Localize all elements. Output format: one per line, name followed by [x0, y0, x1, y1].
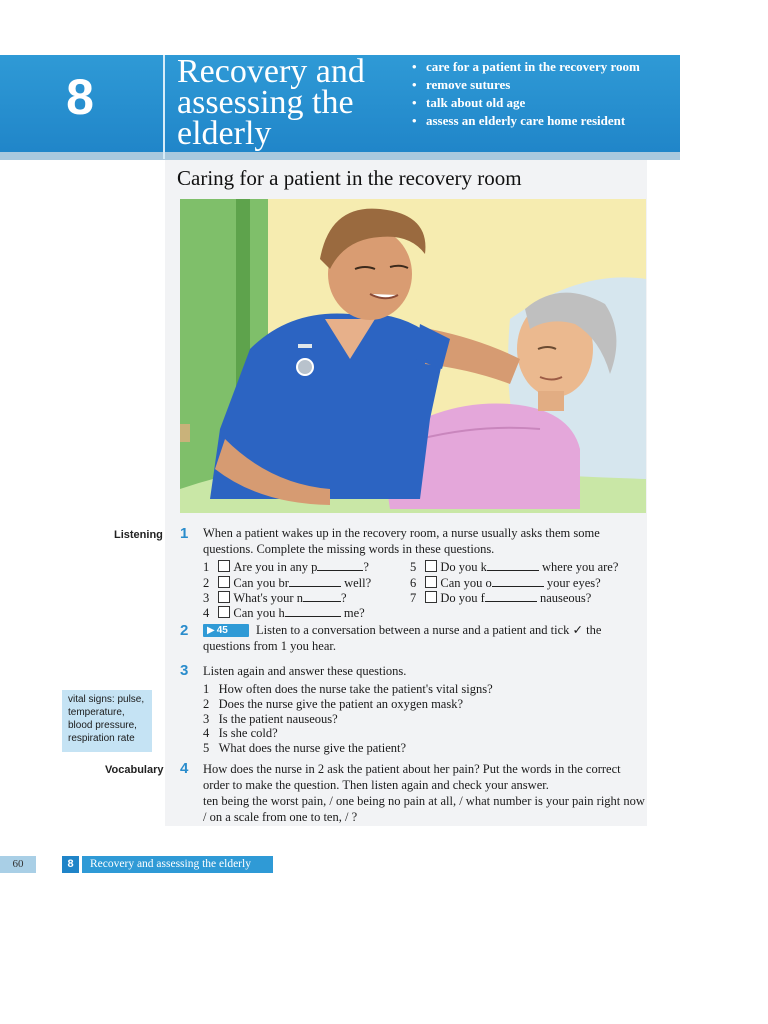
- unit-title-line: elderly: [177, 115, 272, 152]
- unit-title: [177, 53, 417, 152]
- tick-checkbox[interactable]: [425, 591, 437, 603]
- item-text: Are you in any p: [233, 560, 318, 574]
- question-text: Is she cold?: [218, 726, 278, 740]
- unit-number: 8: [66, 69, 94, 125]
- audio-track-badge[interactable]: [203, 624, 249, 637]
- item-text: ?: [363, 560, 369, 574]
- exercise-3-question: [203, 712, 338, 727]
- page-number: 60: [0, 856, 36, 873]
- exercise-1-item: [203, 575, 371, 591]
- objective-item: • care for a patient in the recovery room: [410, 58, 680, 76]
- item-text: ?: [340, 591, 347, 605]
- objective-item: • assess an elderly care home resident: [410, 112, 680, 130]
- item-number: 3: [203, 591, 210, 605]
- audio-cd-icon: ▶: [207, 625, 215, 636]
- exercise-1-number: 1: [180, 525, 189, 542]
- exercise-3-question: [203, 741, 406, 756]
- exercise-1-instruction: When a patient wakes up in the recovery room, a nurse usually asks them some questions. Complete the missing words in these questions.: [203, 526, 600, 556]
- item-text: Can you h: [233, 606, 285, 620]
- tick-checkbox[interactable]: [425, 560, 437, 572]
- exercise-3-instruction: Listen again and answer these questions.: [203, 664, 407, 678]
- nurse-patient-drawing: [180, 199, 646, 513]
- nurse-patient-illustration: [180, 199, 646, 513]
- exercise-4-instruction: How does the nurse in 2 ask the patient about her pain? Put the words in the correct order to make the question. Then listen again and check your answer.: [203, 762, 621, 792]
- exercise-3-number: 3: [180, 662, 189, 679]
- listening-label: Listening: [114, 529, 163, 541]
- question-number: 2: [203, 697, 210, 711]
- exercise-1-item: [203, 559, 369, 575]
- exercise-1-item: [203, 605, 365, 621]
- question-number: 3: [203, 712, 210, 726]
- vocabulary-label: Vocabulary: [105, 764, 164, 776]
- item-text: me?: [340, 606, 365, 620]
- item-text: your eyes?: [543, 576, 601, 590]
- exercise-2-instruction-line2: questions from 1 you hear.: [203, 639, 336, 653]
- item-number: 2: [203, 576, 210, 590]
- item-text: nauseous?: [536, 591, 592, 605]
- exercise-4-jumbled-question: ten being the worst pain, / one being no pain at all, / what number is your pain right now / on a scale from one to ten, / ?: [203, 794, 645, 824]
- unit-title-line: assessing the: [177, 84, 354, 121]
- header-divider: [163, 55, 165, 159]
- tick-checkbox[interactable]: [218, 591, 230, 603]
- objective-item: • remove sutures: [410, 76, 680, 94]
- exercise-3-question: [203, 697, 463, 712]
- exercise-1-item: [410, 559, 618, 575]
- unit-title-line: Recovery and: [177, 53, 365, 90]
- objective-item: • talk about old age: [410, 94, 680, 112]
- question-text: What does the nurse give the patient?: [218, 741, 407, 755]
- answer-blank[interactable]: [285, 605, 341, 617]
- exercise-1-item: [410, 575, 601, 591]
- footer-unit-number: 8: [62, 856, 79, 873]
- item-text: Do you k: [440, 560, 487, 574]
- exercise-2-number: 2: [180, 622, 189, 639]
- answer-blank[interactable]: [492, 575, 544, 587]
- item-number: 7: [410, 591, 417, 605]
- exercise-1-item: [203, 590, 347, 606]
- answer-blank[interactable]: [317, 559, 363, 571]
- item-text: Do you f: [440, 591, 485, 605]
- exercise-3-question: [203, 682, 493, 697]
- tick-checkbox[interactable]: [425, 576, 437, 588]
- item-text: well?: [340, 576, 372, 590]
- header-bottom-stripe: [0, 152, 680, 160]
- answer-blank[interactable]: [487, 559, 539, 571]
- audio-track-number: 45: [216, 625, 228, 636]
- answer-blank[interactable]: [289, 575, 341, 587]
- exercise-4-number: 4: [180, 760, 189, 777]
- item-text: where you are?: [538, 560, 619, 574]
- item-number: 1: [203, 560, 210, 574]
- exercise-2-instruction-line1: Listen to a conversation between a nurse and a patient and tick ✓ the: [256, 623, 602, 637]
- item-text: Can you o: [440, 576, 492, 590]
- section-title: Caring for a patient in the recovery room: [177, 166, 522, 190]
- footer-unit-title: Recovery and assessing the elderly: [82, 856, 273, 873]
- tick-checkbox[interactable]: [218, 576, 230, 588]
- tick-checkbox[interactable]: [218, 560, 230, 572]
- item-number: 6: [410, 576, 417, 590]
- item-number: 4: [203, 606, 210, 620]
- tick-checkbox[interactable]: [218, 606, 230, 618]
- answer-blank[interactable]: [303, 590, 341, 602]
- question-number: 1: [203, 682, 210, 696]
- item-number: 5: [410, 560, 417, 574]
- question-text: Does the nurse give the patient an oxygen mask?: [218, 697, 463, 711]
- unit-objectives-list: [410, 58, 680, 130]
- item-text: What's your n: [233, 591, 303, 605]
- exercise-1-item: [410, 590, 591, 606]
- vital-signs-note: vital signs: pulse, temperature, blood pressure, respiration rate: [62, 690, 152, 752]
- answer-blank[interactable]: [485, 590, 537, 602]
- item-text: Can you br: [233, 576, 289, 590]
- question-number: 4: [203, 726, 210, 740]
- question-number: 5: [203, 741, 210, 755]
- question-text: Is the patient nauseous?: [218, 712, 338, 726]
- question-text: How often does the nurse take the patient's vital signs?: [218, 682, 493, 696]
- exercise-3-question: [203, 726, 278, 741]
